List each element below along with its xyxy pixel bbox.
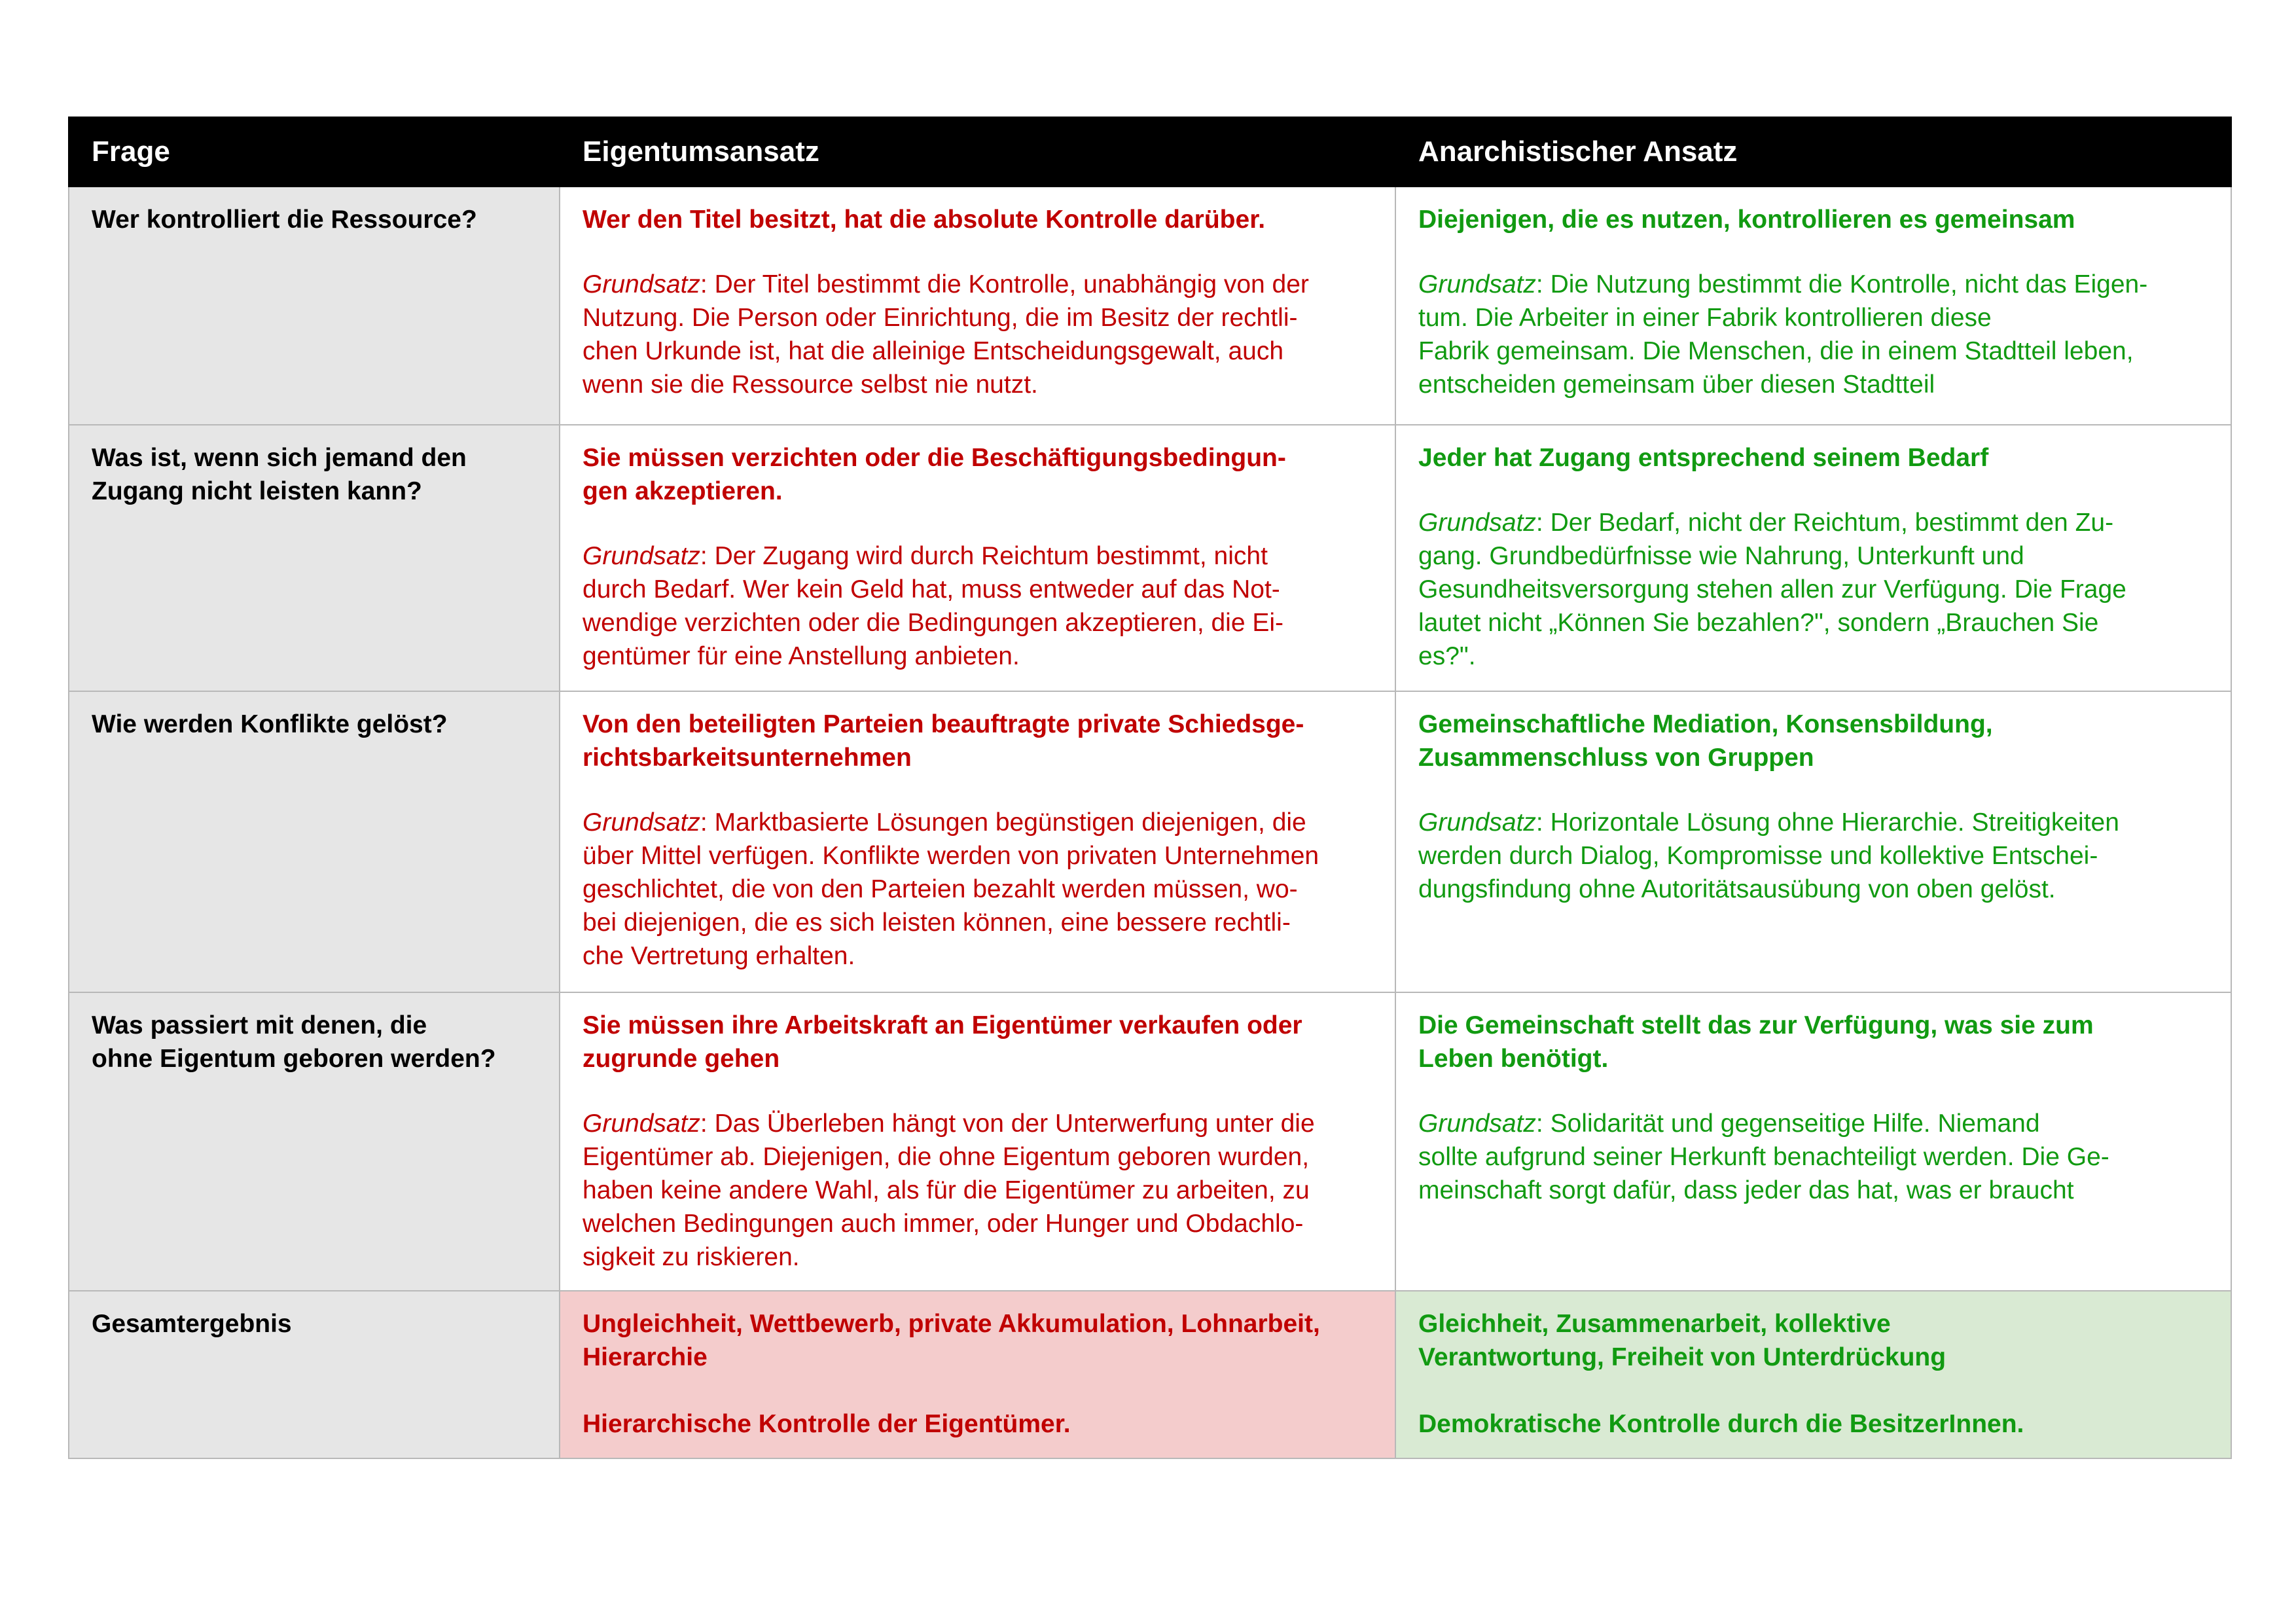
anarchist-summary-cell [1395, 1291, 2231, 1458]
anarchist-cell [1395, 691, 2231, 992]
anarchist-summary-line2: Demokratische Kontrolle durch die BesitzerInnen. [1418, 1410, 2024, 1438]
principle-label: Grundsatz [583, 542, 700, 570]
header-row [69, 117, 2231, 187]
anarchist-principle: Grundsatz: Die Nutzung bestimmt die Kontrolle, nicht das Eigen- tum. Die Arbeiter in einer Fabrik kontrollieren diese Fabrik gemeinsam. Die Menschen, die in einem Stadtteil leben, entscheiden gemeinsam über diesen Stadtteil [1418, 270, 2148, 399]
property-cell [560, 691, 1395, 992]
header-anarchist-approach: Anarchistischer Ansatz [1395, 117, 2231, 187]
anarchist-headline: Gemeinschaftliche Mediation, Konsensbildung, Zusammenschluss von Gruppen [1418, 710, 1993, 772]
principle-label: Grundsatz [583, 1110, 700, 1138]
header-question: Frage [69, 117, 560, 187]
question-line: Wie werden Konflikte gelöst? [92, 710, 448, 738]
table-row [69, 691, 2231, 992]
principle-label: Grundsatz [583, 270, 700, 298]
anarchist-headline: Die Gemeinschaft stellt das zur Verfügung, was sie zum Leben benötigt. [1418, 1011, 2094, 1073]
question-line: Wer kontrolliert die Ressource? [92, 206, 477, 234]
property-headline: Wer den Titel besitzt, hat die absolute Kontrolle darüber. [583, 206, 1266, 234]
anarchist-principle: Grundsatz: Solidarität und gegenseitige Hilfe. Niemand sollte aufgrund seiner Herkunft benachteiligt werden. Die Ge- meinschaft sorgt dafür, dass jeder das hat, was er braucht [1418, 1110, 2109, 1204]
property-cell [560, 187, 1395, 425]
property-headline: Sie müssen verzichten oder die Beschäftigungsbedingun- gen akzeptieren. [583, 444, 1286, 505]
header-property-approach: Eigentumsansatz [560, 117, 1395, 187]
question-cell [69, 691, 560, 992]
principle-label: Grundsatz [583, 808, 700, 837]
question-line: Was ist, wenn sich jemand den [92, 444, 467, 472]
table-row [69, 992, 2231, 1291]
property-headline: Sie müssen ihre Arbeitskraft an Eigentümer verkaufen oder zugrunde gehen [583, 1011, 1302, 1073]
question-line: Was passiert mit denen, die [92, 1011, 427, 1039]
anarchist-cell [1395, 992, 2231, 1291]
property-summary-line1: Ungleichheit, Wettbewerb, private Akkumulation, Lohnarbeit, Hierarchie [583, 1310, 1320, 1371]
anarchist-cell [1395, 425, 2231, 691]
question-cell [69, 187, 560, 425]
principle-label: Grundsatz [1418, 1110, 1536, 1138]
property-headline: Von den beteiligten Parteien beauftragte private Schiedsge- richtsbarkeitsunternehmen [583, 710, 1304, 772]
question-cell [69, 992, 560, 1291]
table-row [69, 187, 2231, 425]
anarchist-cell [1395, 187, 2231, 425]
property-principle: Grundsatz: Der Zugang wird durch Reichtum bestimmt, nicht durch Bedarf. Wer kein Geld hat, muss entweder auf das Not- wendige verzichten oder die Bedingungen akzeptieren, die Ei- gentümer für eine Anstellung anbieten. [583, 542, 1284, 670]
property-summary-cell [560, 1291, 1395, 1458]
summary-row [69, 1291, 2231, 1458]
comparison-table [68, 117, 2232, 1459]
anarchist-principle: Grundsatz: Der Bedarf, nicht der Reichtum, bestimmt den Zu- gang. Grundbedürfnisse wie Nahrung, Unterkunft und Gesundheitsversorgung stehen allen zur Verfügung. Die Frage lautet nicht „Können Sie bezahlen?", sondern „Brauchen Sie es?". [1418, 509, 2126, 670]
question-line: ohne Eigentum geboren werden? [92, 1045, 496, 1073]
anarchist-headline: Diejenigen, die es nutzen, kontrollieren es gemeinsam [1418, 206, 2075, 234]
question-cell [69, 425, 560, 691]
property-principle: Grundsatz: Das Überleben hängt von der Unterwerfung unter die Eigentümer ab. Diejenigen, die ohne Eigentum geboren wurden, haben keine andere Wahl, als für die Eigentümer zu arbeiten, zu welchen Bedingungen auch immer, oder Hunger und Obdachlo- sigkeit zu riskieren. [583, 1110, 1315, 1271]
principle-label: Grundsatz [1418, 808, 1536, 837]
property-principle: Grundsatz: Der Titel bestimmt die Kontrolle, unabhängig von der Nutzung. Die Person oder Einrichtung, die im Besitz der rechtli- chen Urkunde ist, hat die alleinige Entscheidungsgewalt, auch wenn sie die Ressource selbst nie nutzt. [583, 270, 1309, 399]
table-row [69, 425, 2231, 691]
property-cell [560, 992, 1395, 1291]
summary-label: Gesamtergebnis [69, 1291, 560, 1458]
anarchist-summary-line1: Gleichheit, Zusammenarbeit, kollektive Verantwortung, Freiheit von Unterdrückung [1418, 1310, 1946, 1371]
principle-label: Grundsatz [1418, 509, 1536, 537]
property-principle: Grundsatz: Marktbasierte Lösungen begünstigen diejenigen, die über Mittel verfügen. Konflikte werden von privaten Unternehmen geschlichtet, die von den Parteien bezahlt werden müssen, wo- bei diejenigen, die es sich leisten können, eine bessere rechtli- che Vertretung erhalten. [583, 808, 1319, 970]
principle-label: Grundsatz [1418, 270, 1536, 298]
anarchist-headline: Jeder hat Zugang entsprechend seinem Bedarf [1418, 444, 1989, 472]
anarchist-principle: Grundsatz: Horizontale Lösung ohne Hierarchie. Streitigkeiten werden durch Dialog, Kompromisse und kollektive Entschei- dungsfindung ohne Autoritätsausübung von oben gelöst. [1418, 808, 2119, 903]
question-line: Zugang nicht leisten kann? [92, 477, 422, 505]
property-cell [560, 425, 1395, 691]
property-summary-line2: Hierarchische Kontrolle der Eigentümer. [583, 1410, 1071, 1438]
